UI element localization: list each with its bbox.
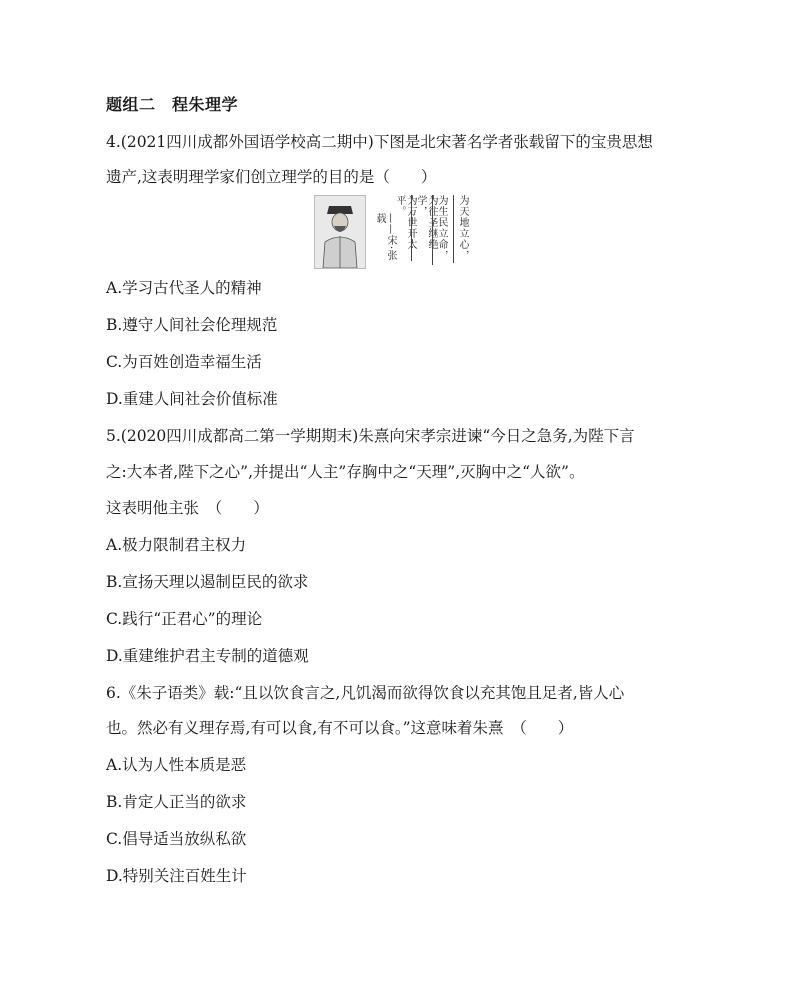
q5-stem-line2: 之:大本者,陛下之心”,并提出“人主”存胸中之“天理”,灭胸中之“人欲”。 bbox=[106, 463, 585, 481]
q5-stem-line3: 这表明他主张 （ ） bbox=[106, 499, 269, 517]
q5-option-b: B.宣扬天理以遏制臣民的欲求 bbox=[106, 573, 309, 591]
q6-stem-line1: 6.《朱子语类》载:“且以饮食言之,凡饥渴而欲得饮食以充其饱且足者,皆人心 bbox=[106, 684, 625, 702]
q4-stem-line2: 遗产,这表明理学家们创立理学的目的是（ ） bbox=[106, 168, 437, 186]
figure-divider bbox=[411, 195, 412, 261]
q4-option-b: B.遵守人间社会伦理规范 bbox=[106, 316, 278, 334]
figure-col4: 平。 bbox=[394, 195, 405, 217]
q6-option-d: D.特别关注百姓生计 bbox=[106, 867, 247, 885]
q6-option-a: A.认为人性本质是恶 bbox=[106, 756, 247, 774]
q5-option-d: D.重建维护君主专制的道德观 bbox=[106, 647, 309, 665]
figure-signature: ——宋·张载 bbox=[374, 213, 396, 262]
zhang-zai-portrait bbox=[314, 195, 366, 269]
q5-option-c: C.践行“正君心”的理论 bbox=[106, 610, 263, 628]
zhang-zai-figure bbox=[314, 195, 480, 271]
q4-stem-line1: 4.(2021四川成都外国语学校高二期中)下图是北宋著名学者张载留下的宝贵思想 bbox=[106, 133, 653, 151]
figure-divider bbox=[432, 195, 433, 265]
q4-option-d: D.重建人间社会价值标准 bbox=[106, 390, 278, 408]
section-title: 题组二 程朱理学 bbox=[106, 95, 239, 114]
figure-col2: 为生民立命， bbox=[436, 195, 447, 261]
figure-divider bbox=[453, 195, 454, 263]
q6-option-b: B.肯定人正当的欲求 bbox=[106, 793, 247, 811]
q4-option-c: C.为百姓创造幸福生活 bbox=[106, 353, 262, 371]
q4-option-a: A.学习古代圣人的精神 bbox=[106, 279, 262, 297]
figure-col3: 学， bbox=[415, 195, 426, 217]
q6-option-c: C.倡导适当放纵私欲 bbox=[106, 830, 247, 848]
q6-stem-line2: 也。然必有义理存焉,有可以食,有不可以食。”这意味着朱熹 （ ） bbox=[106, 719, 574, 737]
q5-stem-line1: 5.(2020四川成都高二第一学期期末)朱熹向宋孝宗进谏“今日之急务,为陛下言 bbox=[106, 427, 635, 445]
figure-col1: 为天地立心， bbox=[457, 195, 468, 261]
portrait-drawing bbox=[315, 196, 365, 268]
q5-option-a: A.极力限制君主权力 bbox=[106, 536, 247, 554]
